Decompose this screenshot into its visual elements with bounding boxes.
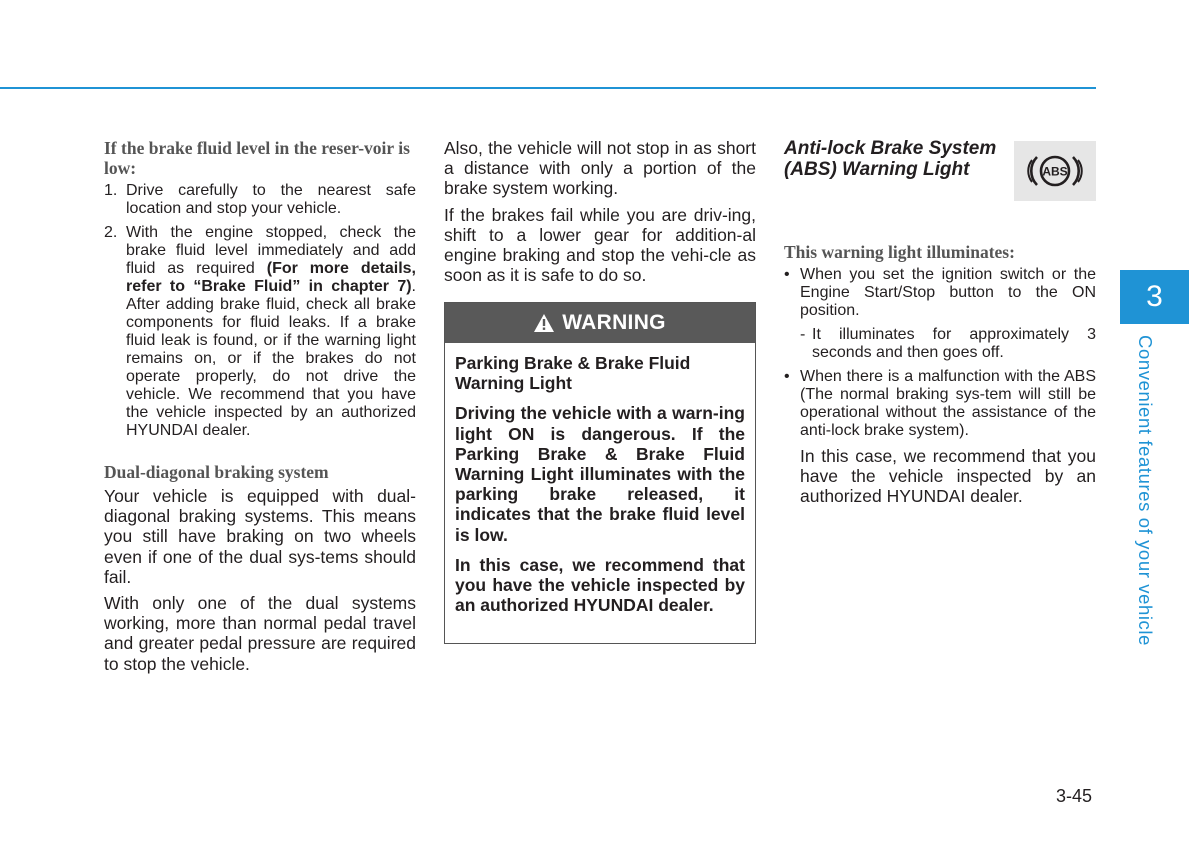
dual-diagonal-heading: Dual-diagonal braking system xyxy=(104,462,329,482)
chapter-title: Convenient features of your vehicle xyxy=(1135,335,1156,647)
warning-box xyxy=(444,302,756,644)
bullet-ignition: When you set the ignition switch or the Engine Start/Stop button to the ON position. xyxy=(800,266,1096,319)
list-item: 2. With the engine stopped, check the brake fluid level immediately and add fluid as required (For more details, refer to “Brake Fluid” in chapter 7). After adding brake fluid, check all brake components for fluid leaks. If a brake fluid leak is found, or if the warning light remains on, or if the brakes do not operate properly, do not drive the vehicle. We recommend that you have the vehicle inspected by an authorized HYUNDAI dealer. xyxy=(104,224,416,439)
list-item: • When you set the ignition switch or the Engine Start/Stop button to the ON position. xyxy=(784,266,1096,319)
bullet-malfunction: When there is a malfunction with the ABS (The normal braking sys-tem will still be operational without the assistance of the anti-lock brake system). xyxy=(800,368,1096,439)
page-number: 3-45 xyxy=(1056,786,1093,806)
chapter-number: 3 xyxy=(1146,280,1163,313)
col2-para-2: If the brakes fail while you are driv-ing, shift to a lower gear for addition-al engine braking and stop the vehi-cle as soon as it is safe to do so. xyxy=(444,204,756,286)
top-rule xyxy=(0,87,1096,89)
chapter-tab xyxy=(1120,270,1189,324)
warning-para-1: Driving the vehicle with a warn-ing light ON is dangerous. If the Parking Brake & Brake Fluid Warning Light illuminates with the parking brake released, it indicates that the brake fluid level is low. xyxy=(455,403,745,545)
abs-icon-text: ABS xyxy=(1042,164,1068,179)
list-item: 1. Drive carefully to the nearest safe location and stop your vehicle. xyxy=(104,182,416,217)
column-2 xyxy=(444,138,756,285)
warning-body xyxy=(445,343,755,615)
warning-label: WARNING xyxy=(562,311,666,334)
illuminates-heading: This warning light illuminates: xyxy=(784,242,1015,262)
brake-fluid-reference: (For more details, refer to “Brake Fluid” in chapter 7) xyxy=(126,260,416,295)
list-item: - It illuminates for approximately 3 seconds and then goes off. xyxy=(800,326,1096,361)
col2-para-1: Also, the vehicle will not stop in as short a distance with only a portion of the brake system working. xyxy=(444,138,756,199)
abs-icon-box xyxy=(1014,141,1096,201)
sub-bullet-illuminates: It illuminates for approximately 3 seconds and then goes off. xyxy=(812,326,1096,361)
warning-triangle-icon xyxy=(534,314,554,332)
bullet-malfunction-note: In this case, we recommend that you have the vehicle inspected by an authorized HYUNDAI dealer. xyxy=(800,446,1096,507)
warning-para-2: In this case, we recommend that you have the vehicle inspected by an authorized HYUNDAI dealer. xyxy=(455,554,745,616)
dual-diagonal-para-2: With only one of the dual systems working, more than normal pedal travel and greater pedal pressure are required to stop the vehicle. xyxy=(104,593,416,674)
abs-warning-icon xyxy=(1027,149,1083,193)
warning-title: Parking Brake & Brake Fluid Warning Light xyxy=(455,353,691,394)
warning-header xyxy=(445,303,755,343)
abs-section-title: Anti-lock Brake System (ABS) Warning Light xyxy=(784,138,997,180)
step-2-text: With the engine stopped, check the brake fluid level immediately and add fluid as required (For more details, refer to “Brake Fluid” in chapter 7). After adding brake fluid, check all brake components for fluid leaks. If a brake fluid leak is found, or if the warning light remains on, or if the brakes do not operate properly, do not drive the vehicle. We recommend that you have the vehicle inspected by an authorized HYUNDAI dealer. xyxy=(126,224,416,439)
column-1 xyxy=(104,138,416,674)
step-1-text: Drive carefully to the nearest safe location and stop your vehicle. xyxy=(126,182,416,217)
list-item: • When there is a malfunction with the ABS (The normal braking sys-tem will still be operational without the assistance of the anti-lock brake system). xyxy=(784,368,1096,439)
brake-fluid-low-heading: If the brake fluid level in the reser-voir is low: xyxy=(104,138,410,178)
dual-diagonal-para-1: Your vehicle is equipped with dual-diagonal braking systems. This means you still have braking on two wheels even if one of the dual sys-tems should fail. xyxy=(104,486,416,587)
